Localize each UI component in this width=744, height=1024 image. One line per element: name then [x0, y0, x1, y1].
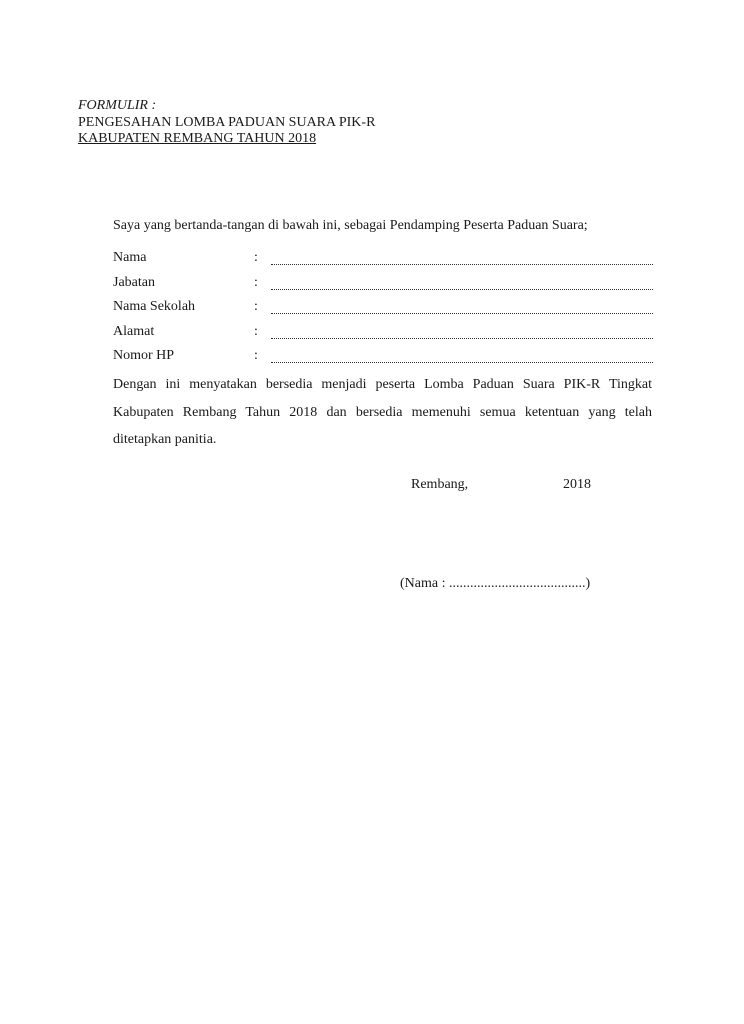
form-subtitle: KABUPATEN REMBANG TAHUN 2018	[78, 131, 317, 146]
form-header	[78, 98, 375, 148]
field-colon: :	[254, 250, 258, 265]
field-list	[113, 250, 653, 373]
dotted-fill-line[interactable]	[271, 348, 653, 363]
field-colon: :	[254, 274, 258, 290]
place-label: Rembang,	[411, 477, 469, 492]
field-label: Jabatan	[113, 274, 155, 290]
year-label: 2018	[563, 477, 591, 492]
form-label: FORMULIR :	[78, 98, 157, 113]
field-label: Nama Sekolah	[113, 299, 196, 314]
field-label: Alamat	[113, 323, 155, 339]
field-label: Nomor HP	[113, 348, 175, 363]
dotted-fill-line[interactable]	[271, 299, 653, 314]
form-title: PENGESAHAN LOMBA PADUAN SUARA PIK-R	[78, 114, 376, 130]
field-colon: :	[254, 299, 258, 314]
signature-name-line: (Nama : .......................................)	[400, 576, 591, 591]
dotted-fill-line[interactable]	[271, 324, 653, 339]
field-nama-sekolah	[113, 299, 653, 324]
field-alamat	[113, 324, 653, 349]
field-nama	[113, 250, 653, 275]
field-colon: :	[254, 323, 258, 339]
dotted-fill-line[interactable]	[271, 275, 653, 290]
field-colon: :	[254, 348, 258, 363]
intro-text: Saya yang bertanda-tangan di bawah ini, sebagai Pendamping Peserta Paduan Suara;	[113, 218, 588, 233]
dotted-fill-line[interactable]	[271, 250, 653, 265]
statement-paragraph: Dengan ini menyatakan bersedia menjadi peserta Lomba Paduan Suara PIK-R Tingkat Kabupaten Rembang Tahun 2018 dan bersedia memenuhi semua ketentuan yang telah ditetapkan panitia.	[113, 377, 652, 447]
field-jabatan	[113, 275, 653, 300]
field-label: Nama	[113, 250, 147, 265]
field-nomor-hp	[113, 348, 653, 373]
